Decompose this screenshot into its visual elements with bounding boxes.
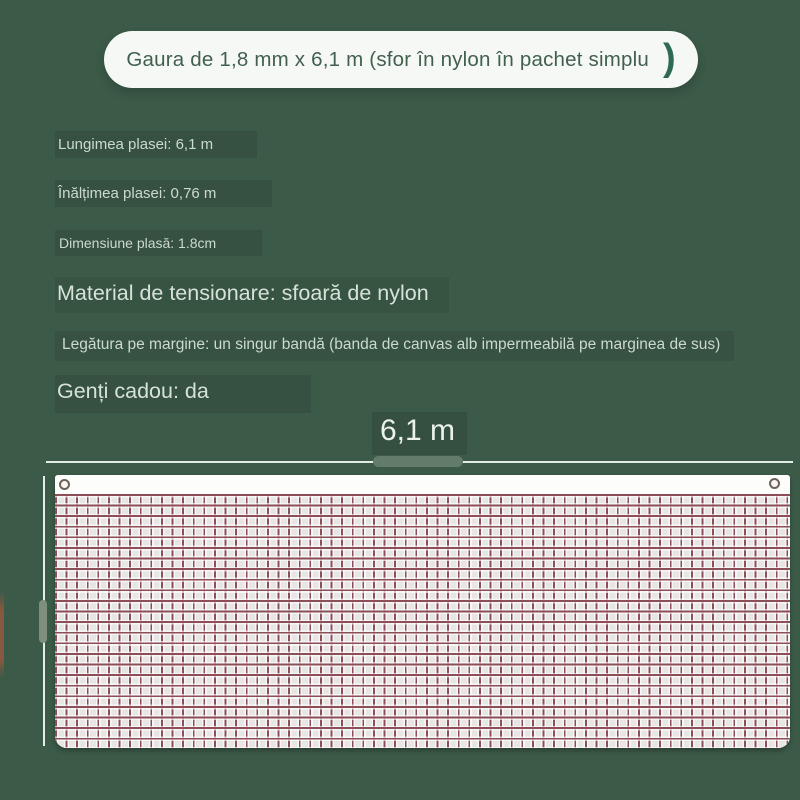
net-top-canvas-band xyxy=(55,475,790,494)
net-mesh-grid xyxy=(55,494,790,748)
vertical-dimension-midpoint xyxy=(39,600,47,643)
spec-tension-material: Material de tensionare: sfoară de nylon xyxy=(55,277,449,313)
spec-net-length: Lungimea plasei: 6,1 m xyxy=(55,131,257,158)
net-illustration xyxy=(55,475,790,748)
horizontal-dimension-midpoint xyxy=(373,456,463,467)
title-banner xyxy=(104,31,698,88)
spec-net-height: Înălțimea plasei: 0,76 m xyxy=(55,180,272,207)
title-text: Gaura de 1,8 mm x 6,1 m (sfor în nylon în pachet simplu xyxy=(126,47,649,71)
spec-edge-binding: Legătura pe margine: un singur bandă (banda de canvas alb impermeabilă pe marginea de sus) xyxy=(55,331,734,361)
grommet-right-icon xyxy=(769,478,780,489)
grommet-left-icon xyxy=(59,479,70,490)
spec-gift-bags: Genți cadou: da xyxy=(55,375,311,413)
width-dimension-label: 6,1 m xyxy=(372,412,467,455)
left-edge-artifact xyxy=(0,592,4,678)
closing-paren-accent: ) xyxy=(662,36,676,79)
spec-mesh-size: Dimensiune plasă: 1.8cm xyxy=(55,230,262,256)
